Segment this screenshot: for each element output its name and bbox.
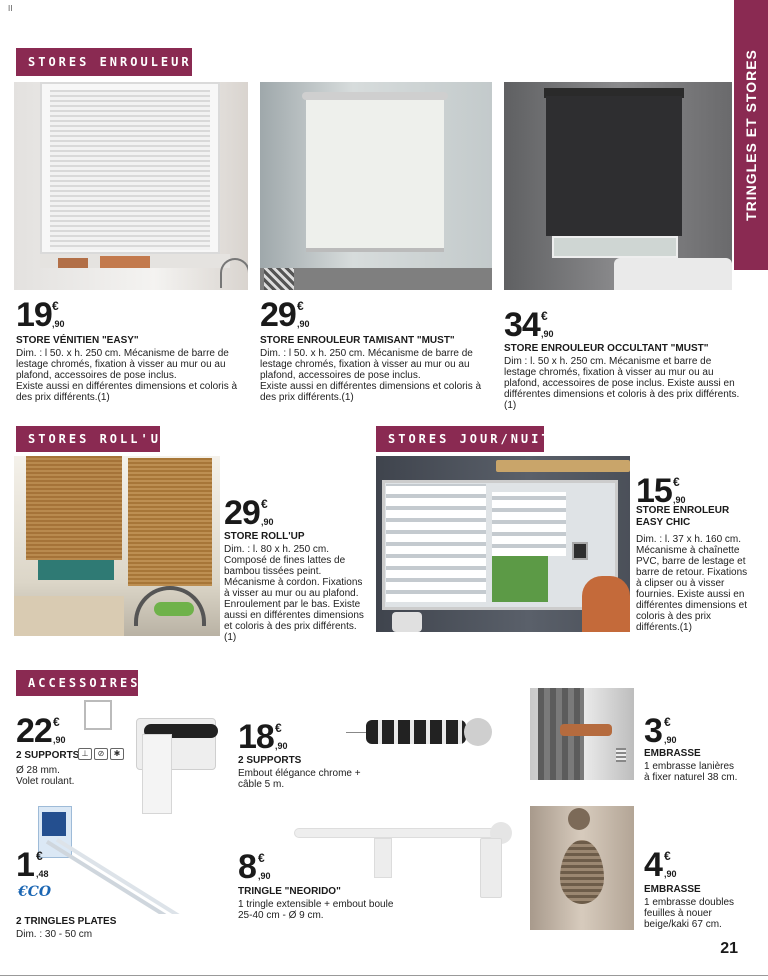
photo-store-occultant: [504, 82, 732, 290]
title-venitien: STORE VÉNITIEN "EASY": [16, 335, 139, 346]
desc-embrasse-3: 1 embrasse lanières à fixer naturel 38 cm.: [644, 761, 738, 783]
side-tab: [734, 0, 768, 270]
desc-supports-18: Embout élégance chrome + câble 5 m.: [238, 768, 361, 790]
title-tamisant: STORE ENROULEUR TAMISANT "MUST": [260, 335, 455, 346]
title-neorido: TRINGLE "NEORIDO": [238, 886, 341, 897]
title-easychic: STORE ENROLEUR EASY CHIC: [636, 505, 730, 528]
photo-tringles-plates: [28, 804, 200, 914]
price-supports-18: 18 € ,90: [238, 718, 288, 756]
price-tringles-plates: 1 € ,48: [16, 846, 49, 884]
section-accessoires: ACCESSOIRES: [16, 670, 138, 696]
screw-icon: ✱: [110, 748, 124, 760]
photo-store-venitien: [14, 82, 248, 290]
section-stores-jour-nuit: STORES JOUR/NUIT: [376, 426, 544, 452]
photo-store-tamisant: [260, 82, 492, 290]
price-embrasse-3: 3 € ,90: [644, 712, 677, 750]
title-embrasse-4: EMBRASSE: [644, 884, 701, 895]
desc-neorido: 1 tringle extensible + embout boule 25-40 cm - Ø 9 cm.: [238, 899, 394, 921]
photo-supports-cable: [346, 712, 496, 748]
desc-rollup: Dim. : l. 80 x h. 250 cm. Composé de fines lattes de bambou tissées peint. Mécanisme à cordon. Fixations à visser au mur ou au plafond. Enroulement par le bas. Existe aussi en différentes dimensions et coloris à des prix différents.(1): [224, 544, 364, 643]
price-occultant: 34 € ,90: [504, 306, 554, 344]
title-supports-18: 2 SUPPORTS: [238, 755, 302, 766]
title-supports-22: 2 SUPPORTS: [16, 750, 80, 761]
desc-embrasse-4: 1 embrasse doubles feuilles à nouer beige/kaki 67 cm.: [644, 897, 735, 930]
photo-store-rollup: [14, 456, 220, 636]
price-rollup: 29 € ,90: [224, 494, 274, 532]
photo-store-jour-nuit: [376, 456, 630, 632]
title-rollup: STORE ROLL'UP: [224, 531, 305, 542]
price-easychic: 15 € ,90: [636, 472, 686, 510]
price-embrasse-4: 4 € ,90: [644, 846, 677, 884]
desc-tamisant: Dim. : l 50. x h. 250 cm. Mécanisme de barre de lestage chromés, fixation à visser au mur ou au plafond, accessoires de pose inclus. Existe aussi en différentes dimensions et coloris à des prix différents.(1): [260, 348, 482, 403]
side-tab-label: TRINGLES ET STORES: [743, 49, 759, 221]
desc-easychic: Dim. : l. 37 x h. 160 cm. Mécanisme à chaînette PVC, barre de lestage et barre de retour. Fixations à clipser ou à visser fournies. Existe aussi en différentes dimensions et coloris à des prix différents.(1): [636, 534, 748, 633]
footer-line: [0, 975, 768, 976]
price-neorido: 8 € ,90: [238, 848, 271, 886]
photo-supports-volet: [84, 700, 218, 818]
desc-venitien: Dim. : l 50. x h. 250 cm. Mécanisme de barre de lestage chromés, fixation à visser au mur ou au plafond, accessoires de pose inclus. Existe aussi en différentes dimensions et coloris à des prix différents.(1): [16, 348, 238, 403]
eco-logo: €CO: [18, 884, 52, 900]
section-stores-rollup: STORES ROLL'UP: [16, 426, 160, 452]
no-drill-icon: ⊘: [94, 748, 108, 760]
top-mark: II: [8, 4, 13, 13]
section-stores-enrouleurs: STORES ENROULEURS: [16, 48, 192, 76]
desc-occultant: Dim : l. 50 x h. 250 cm. Mécanisme et barre de lestage chromés, fixation à visser au mur ou au plafond, accessoires de pose inclus. Existe aussi en différentes dimensions et coloris à des prix différents.(1): [504, 356, 740, 411]
photo-embrasse-feuilles: [530, 806, 634, 930]
title-tringles-plates: 2 TRINGLES PLATES: [16, 916, 117, 927]
photo-embrasse-lanieres: [530, 688, 634, 780]
title-embrasse-3: EMBRASSE: [644, 748, 701, 759]
price-tamisant: 29 € ,90: [260, 296, 310, 334]
desc-supports-22: Ø 28 mm. Volet roulant.: [16, 765, 75, 787]
support-icon: ⊥: [78, 748, 92, 760]
desc-tringles-plates: Dim. : 30 - 50 cm: [16, 929, 93, 940]
page-number: 21: [720, 940, 738, 957]
price-venitien: 19 € ,90: [16, 296, 65, 334]
price-supports-22: 22 € ,90: [16, 712, 66, 750]
title-occultant: STORE ENROULEUR OCCULTANT "MUST": [504, 343, 709, 354]
